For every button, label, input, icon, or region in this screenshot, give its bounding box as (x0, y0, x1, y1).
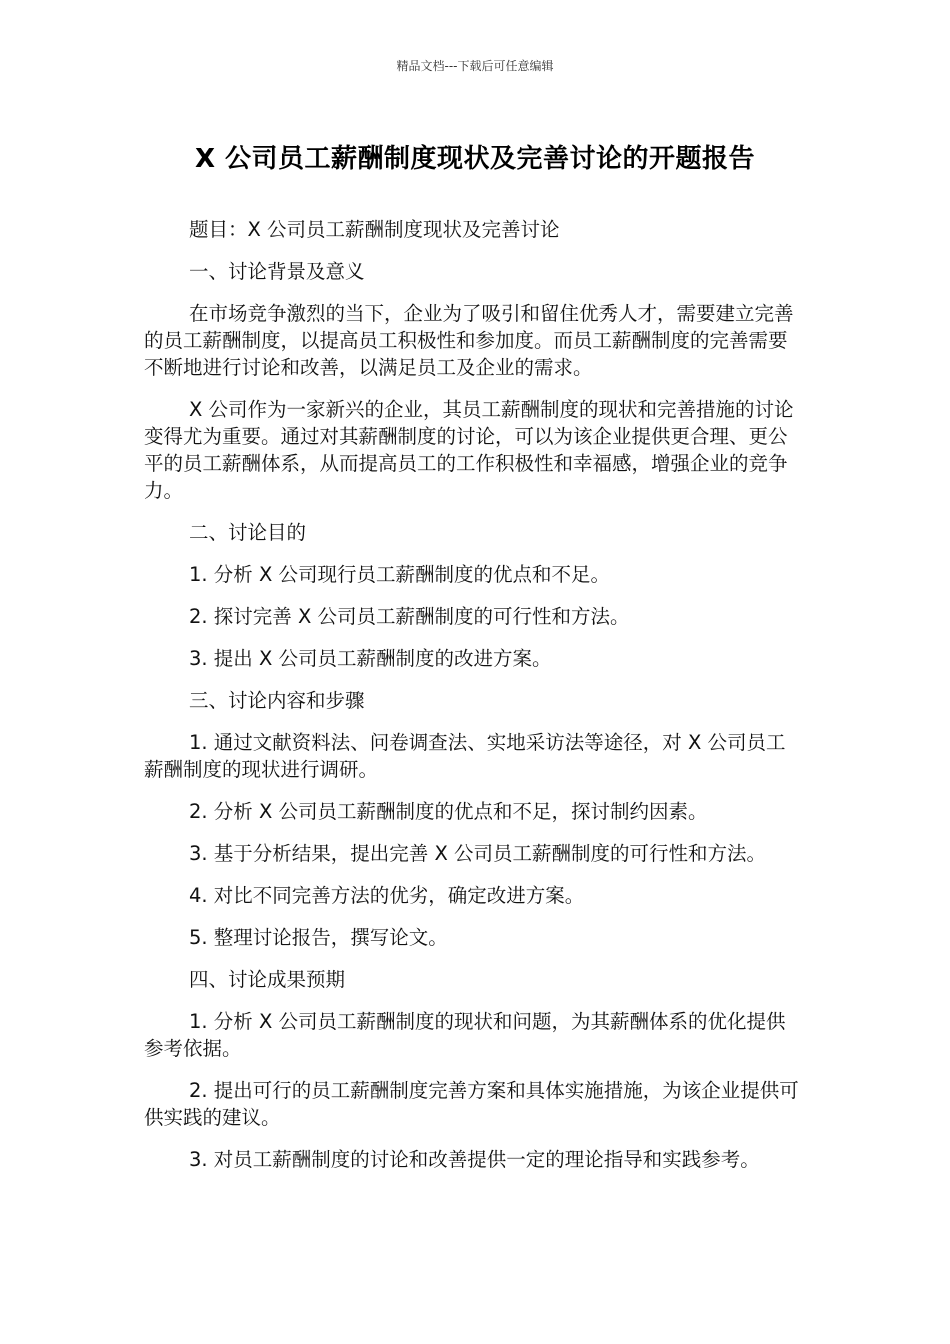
content-item-3: 3. 基于分析结果，提出完善 X 公司员工薪酬制度的可行性和方法。 (189, 842, 767, 865)
purpose-item-2: 2. 探讨完善 X 公司员工薪酬制度的可行性和方法。 (189, 605, 630, 628)
outcome-item-3: 3. 对员工薪酬制度的讨论和改善提供一定的理论指导和实践参考。 (189, 1148, 760, 1171)
document-body (144, 216, 804, 1188)
paragraph-topic: 题目：X 公司员工薪酬制度现状及完善讨论 (189, 218, 560, 241)
outcome-item-1: 1. 分析 X 公司员工薪酬制度的现状和问题，为其薪酬体系的优化提供参考依据。 (144, 1010, 786, 1060)
content-item-4: 4. 对比不同完善方法的优劣，确定改进方案。 (189, 884, 585, 907)
paragraph-background-1: 在市场竞争激烈的当下，企业为了吸引和留住优秀人才，需要建立完善的员工薪酬制度，以提高员工积极性和参加度。而员工薪酬制度的完善需要不断地进行讨论和改善，以满足员工及企业的需求。 (144, 302, 794, 379)
section-heading-background: 一、讨论背景及意义 (189, 260, 365, 283)
content-item-1: 1. 通过文献资料法、问卷调查法、实地采访法等途径，对 X 公司员工薪酬制度的现状进行调研。 (144, 731, 786, 781)
content-item-2: 2. 分析 X 公司员工薪酬制度的优点和不足，探讨制约因素。 (189, 800, 708, 823)
header-note: 精品文档---下载后可任意编辑 (396, 59, 554, 73)
section-heading-content: 三、讨论内容和步骤 (189, 689, 365, 712)
content-item-5: 5. 整理讨论报告，撰写论文。 (189, 926, 448, 949)
section-heading-purpose: 二、讨论目的 (189, 521, 307, 544)
purpose-item-1: 1. 分析 X 公司现行员工薪酬制度的优点和不足。 (189, 563, 611, 586)
section-heading-outcomes: 四、讨论成果预期 (189, 968, 346, 991)
outcome-item-2: 2. 提出可行的员工薪酬制度完善方案和具体实施措施，为该企业提供可供实践的建议。 (144, 1079, 799, 1129)
document-title: X 公司员工薪酬制度现状及完善讨论的开题报告 (194, 144, 756, 174)
paragraph-background-2: X 公司作为一家新兴的企业，其员工薪酬制度的现状和完善措施的讨论变得尤为重要。通过对其薪酬制度的讨论，可以为该企业提供更合理、更公平的员工薪酬体系，从而提高员工的工作积极性和幸福感，增强企业的竞争力。 (144, 398, 794, 502)
purpose-item-3: 3. 提出 X 公司员工薪酬制度的改进方案。 (189, 647, 552, 670)
